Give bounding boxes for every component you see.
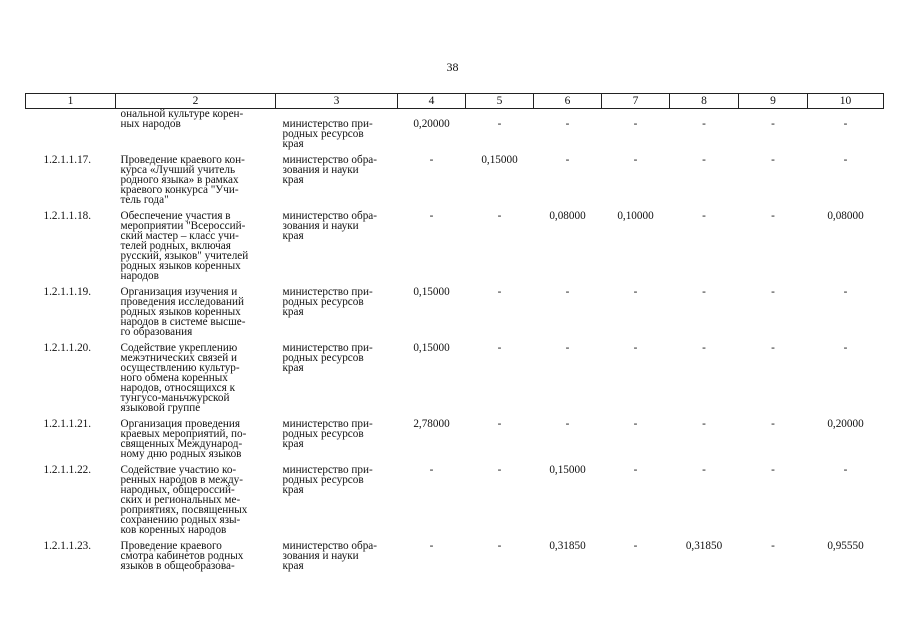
row-number: 1.2.1.1.22. bbox=[43, 464, 92, 476]
responsible-organization: министерство обра- зования и науки края bbox=[282, 210, 377, 242]
value-cell-col-7: - bbox=[633, 154, 638, 166]
responsible-organization: министерство при- родных ресурсов края bbox=[282, 464, 373, 496]
value-cell-col-5: - bbox=[497, 342, 502, 354]
value-cell-col-9: - bbox=[771, 154, 775, 166]
activity-description: Проведение краевого кон- курса «Лучший учитель родного языка» в рамках краевого конкурса "Учи- тель года" bbox=[120, 154, 245, 206]
value-cell-col-7: 0,10000 bbox=[617, 210, 654, 222]
value-cell-col-6: 0,08000 bbox=[549, 210, 586, 222]
value-cell-col-9: - bbox=[771, 540, 775, 552]
column-header-3: 3 bbox=[276, 94, 398, 109]
activity-description: Содействие участию ко- ренных народов в между- народных, общероссий- ских и региональных ме- роприятиях, посвященных сохранению родных язы- ков коренных народов bbox=[120, 464, 248, 536]
value-cell-col-9: - bbox=[771, 286, 775, 298]
value-cell-col-8: - bbox=[702, 464, 706, 476]
value-cell-col-4: - bbox=[429, 154, 434, 166]
row-number: 1.2.1.1.20. bbox=[43, 342, 92, 354]
activity-description: ональной культуре корен- ных народов bbox=[120, 108, 244, 130]
value-cell-col-10: 0,20000 bbox=[827, 418, 864, 430]
column-header-5: 5 bbox=[466, 94, 534, 109]
value-cell-col-6: - bbox=[565, 418, 570, 430]
column-header-4: 4 bbox=[398, 94, 466, 109]
activity-description: Содействие укреплению межэтнических связей и осуществлению культур- ного обмена коренных народов, относящихся к тунгусо-маньчжурской языковой группе bbox=[120, 342, 240, 414]
activity-description: Проведение краевого смотра кабинетов родных языков в общеобразова- bbox=[120, 540, 244, 572]
value-cell-col-8: 0,31850 bbox=[685, 540, 723, 552]
value-cell-col-5: - bbox=[497, 210, 502, 222]
value-cell-col-9: - bbox=[771, 418, 775, 430]
page-number: 38 bbox=[446, 60, 459, 74]
responsible-organization: министерство обра- зования и науки края bbox=[282, 540, 377, 572]
row-number: 1.2.1.1.23. bbox=[43, 540, 92, 552]
value-cell-col-8: - bbox=[702, 286, 706, 298]
column-header-7: 7 bbox=[602, 94, 670, 109]
value-cell-col-6: - bbox=[565, 118, 570, 130]
table-row bbox=[26, 155, 884, 205]
table-row bbox=[26, 343, 884, 413]
value-cell-col-10: 0,08000 bbox=[827, 210, 864, 222]
table-row bbox=[26, 541, 884, 571]
header-row bbox=[26, 94, 884, 109]
value-cell-col-5: - bbox=[497, 286, 502, 298]
table-row bbox=[26, 419, 884, 459]
value-cell-col-4: 2,78000 bbox=[413, 418, 450, 430]
program-activities-table bbox=[25, 93, 884, 571]
table-body bbox=[26, 109, 884, 572]
value-cell-col-5: 0,15000 bbox=[481, 154, 518, 166]
value-cell-col-7: - bbox=[633, 464, 638, 476]
row-number: 1.2.1.1.17. bbox=[43, 154, 92, 166]
value-cell-col-4: - bbox=[429, 540, 434, 552]
value-cell-col-9: - bbox=[771, 210, 775, 222]
row-number bbox=[26, 109, 116, 150]
value-cell-col-7: - bbox=[633, 540, 638, 552]
responsible-organization: министерство при- родных ресурсов края bbox=[282, 342, 373, 374]
value-cell-col-6: - bbox=[565, 154, 570, 166]
column-header-10: 10 bbox=[808, 94, 884, 109]
value-cell-col-7: - bbox=[633, 118, 638, 130]
value-cell-col-10: - bbox=[843, 154, 848, 166]
activity-description: Организация изучения и проведения исследований родных языков коренных народов в системе высше- го образования bbox=[120, 286, 246, 338]
responsible-organization: министерство при- родных ресурсов края bbox=[282, 118, 373, 150]
row-number: 1.2.1.1.21. bbox=[43, 418, 92, 430]
value-cell-col-10: 0,95550 bbox=[827, 540, 864, 552]
table-row bbox=[26, 465, 884, 535]
value-cell-col-10: - bbox=[843, 342, 848, 354]
column-header-8: 8 bbox=[670, 94, 739, 109]
column-header-9: 9 bbox=[739, 94, 808, 109]
table-row bbox=[26, 109, 884, 150]
responsible-organization: министерство при- родных ресурсов края bbox=[282, 418, 373, 450]
value-cell-col-9: - bbox=[771, 464, 775, 476]
value-cell-col-10: - bbox=[843, 118, 848, 130]
value-cell-col-4: - bbox=[429, 210, 434, 222]
value-cell-col-4: - bbox=[429, 464, 434, 476]
value-cell-col-8: - bbox=[702, 418, 706, 430]
value-cell-col-8: - bbox=[702, 154, 706, 166]
row-number: 1.2.1.1.18. bbox=[43, 210, 92, 222]
value-cell-col-8: - bbox=[702, 118, 706, 130]
value-cell-col-9: - bbox=[771, 118, 775, 130]
value-cell-col-4: 0,15000 bbox=[413, 286, 450, 298]
value-cell-col-4: 0,20000 bbox=[413, 118, 450, 130]
column-header-6: 6 bbox=[534, 94, 602, 109]
row-number: 1.2.1.1.19. bbox=[43, 286, 92, 298]
value-cell-col-8: - bbox=[702, 342, 706, 354]
value-cell-col-6: 0,15000 bbox=[549, 464, 586, 476]
table-row bbox=[26, 211, 884, 281]
value-cell-col-5: - bbox=[497, 540, 502, 552]
value-cell-col-10: - bbox=[843, 464, 848, 476]
value-cell-col-5: - bbox=[497, 418, 502, 430]
value-cell-col-7: - bbox=[633, 342, 638, 354]
column-header-2: 2 bbox=[116, 94, 276, 109]
value-cell-col-5: - bbox=[497, 464, 502, 476]
value-cell-col-9: - bbox=[771, 342, 775, 354]
value-cell-col-5: - bbox=[497, 118, 502, 130]
value-cell-col-6: 0,31850 bbox=[549, 540, 586, 552]
value-cell-col-8: - bbox=[702, 210, 706, 222]
value-cell-col-7: - bbox=[633, 286, 638, 298]
responsible-organization: министерство при- родных ресурсов края bbox=[282, 286, 373, 318]
column-header-1: 1 bbox=[26, 94, 116, 109]
value-cell-col-4: 0,15000 bbox=[413, 342, 450, 354]
table-row bbox=[26, 287, 884, 337]
value-cell-col-10: - bbox=[843, 286, 848, 298]
value-cell-col-7: - bbox=[633, 418, 638, 430]
responsible-organization: министерство обра- зования и науки края bbox=[282, 154, 377, 186]
activity-description: Обеспечение участия в мероприятии "Всероссий- ский мастер – класс учи- телей родных, включая русский, языков" учителей родных языков коренных народов bbox=[120, 210, 249, 282]
value-cell-col-6: - bbox=[565, 342, 570, 354]
value-cell-col-6: - bbox=[565, 286, 570, 298]
activity-description: Организация проведения краевых мероприятий, по- священных Международ- ному дню родных языков bbox=[120, 418, 247, 460]
table-header bbox=[26, 94, 884, 109]
